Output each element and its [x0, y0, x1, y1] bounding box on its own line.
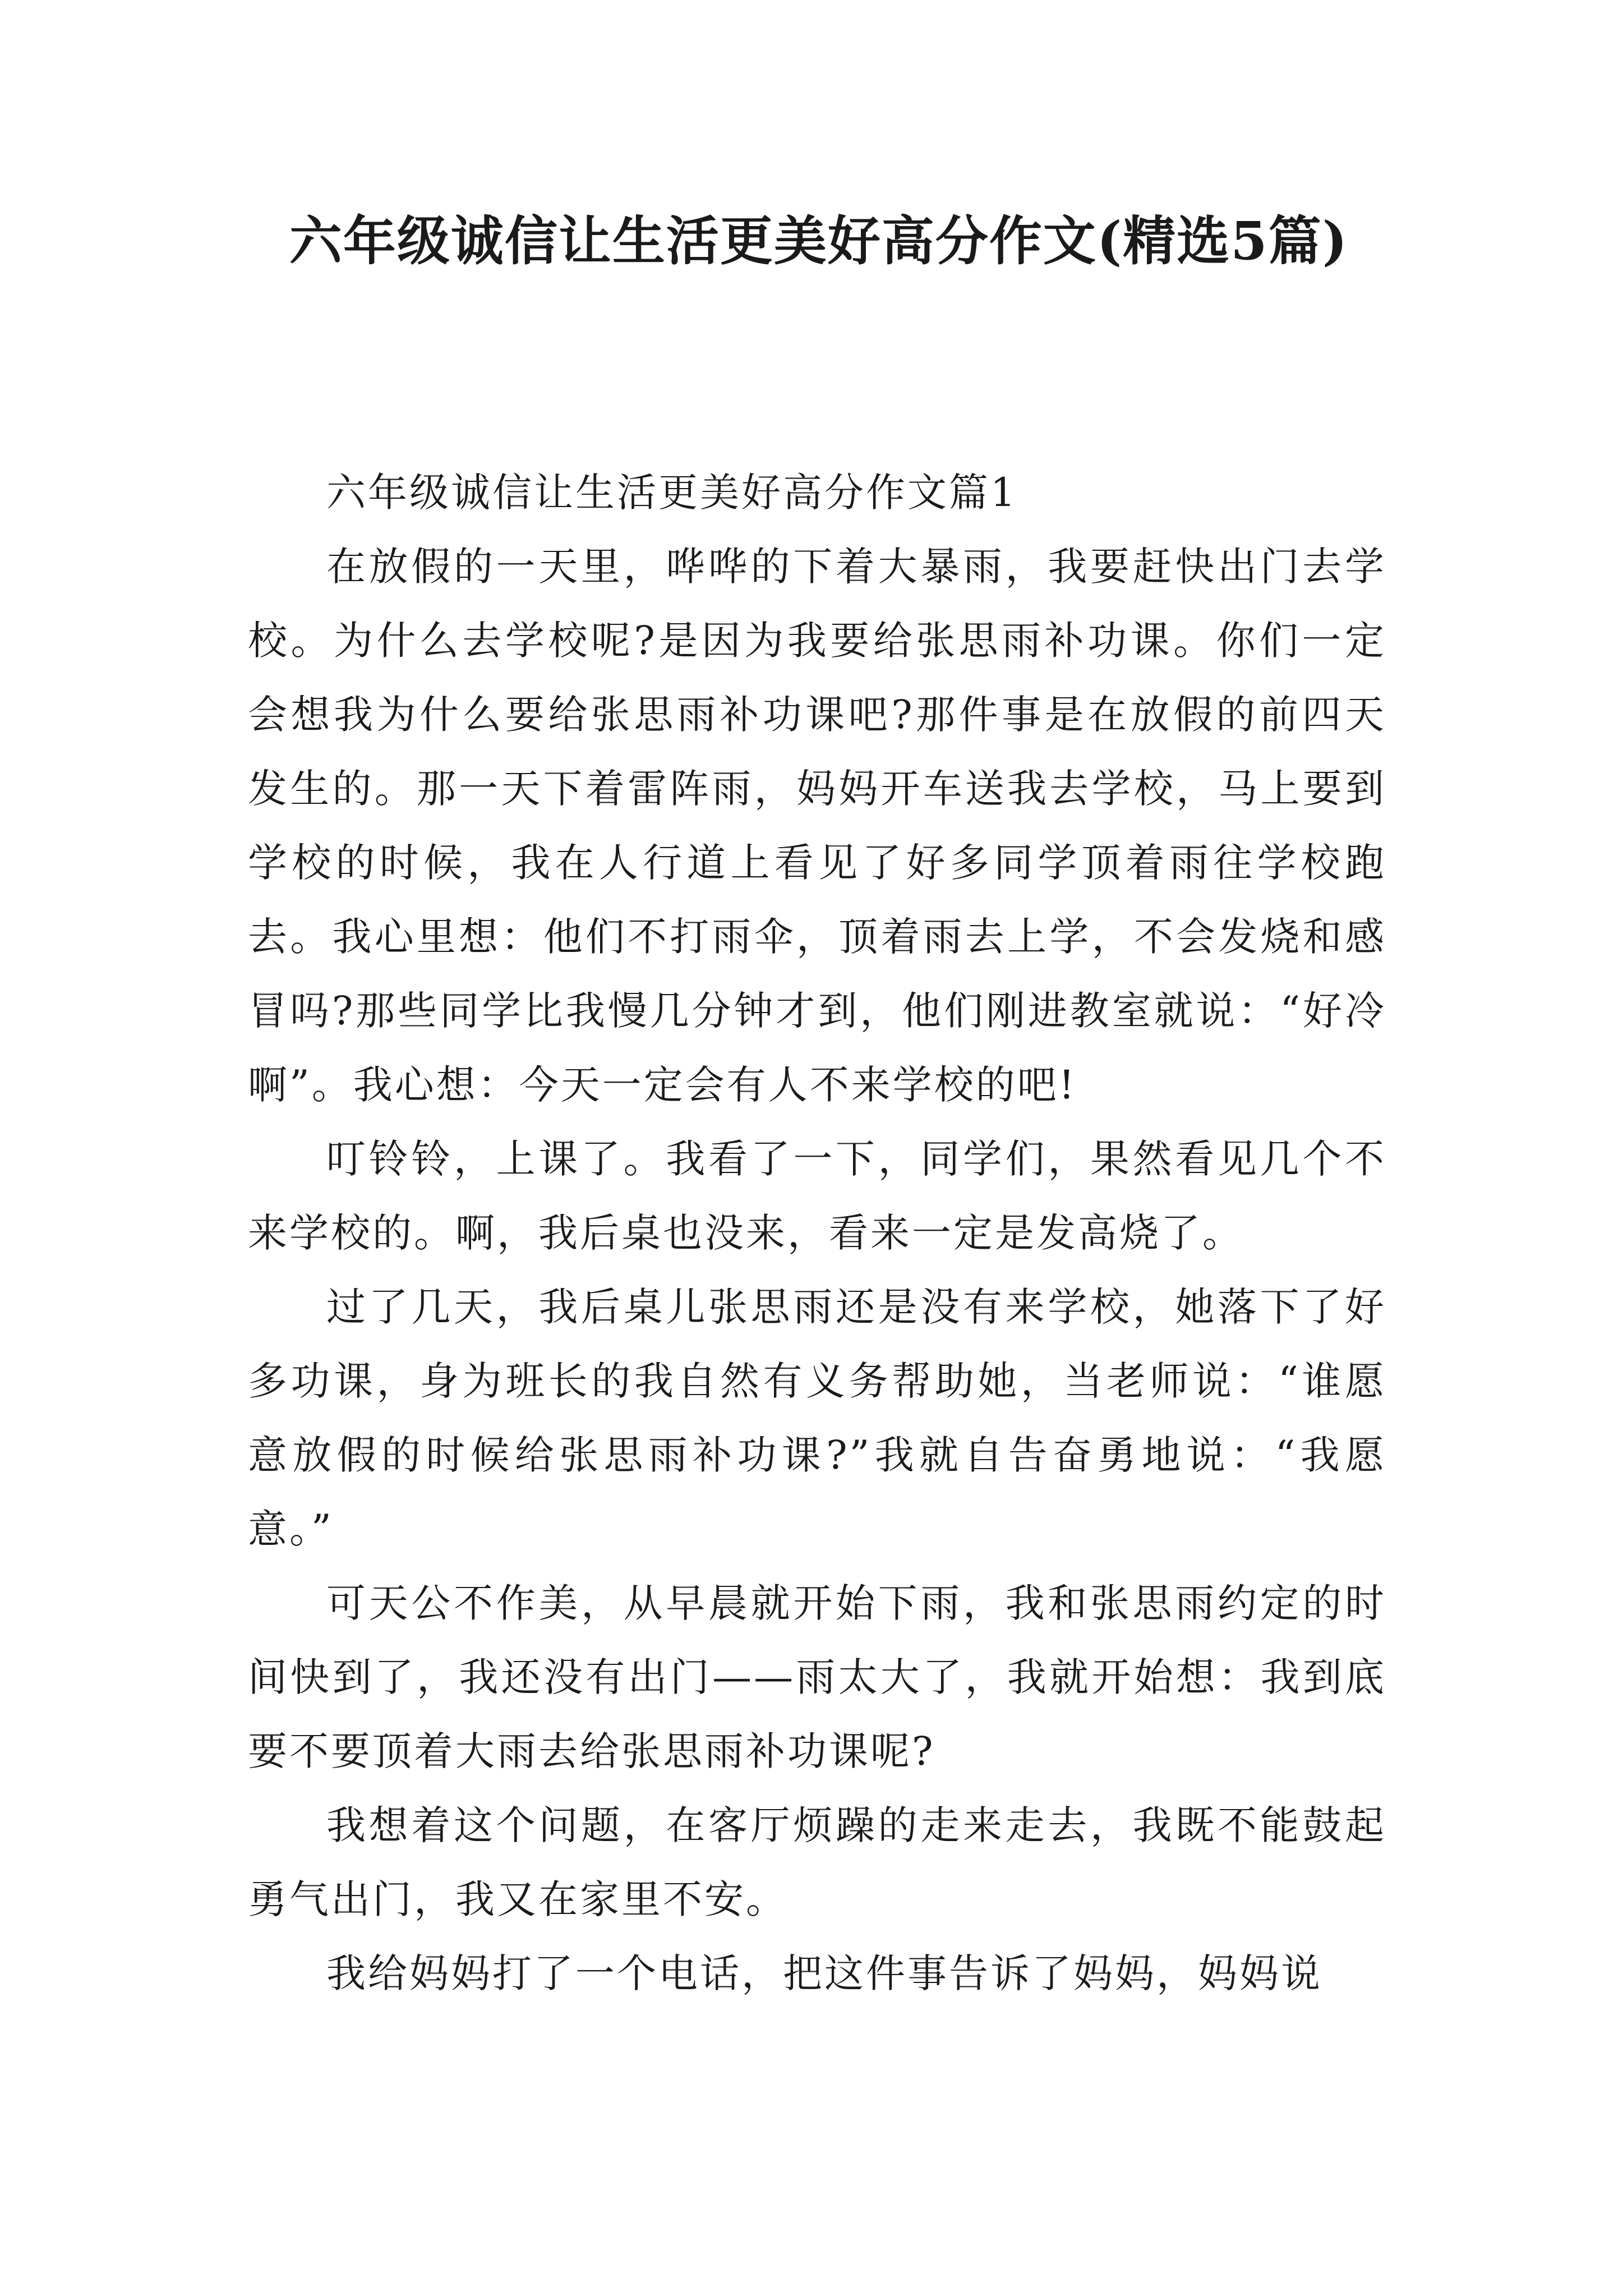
paragraph: 过了几天，我后桌儿张思雨还是没有来学校，她落下了好多功课，身为班长的我自然有义务帮助她，当老师说：“谁愿意放假的时候给张思雨补功课?”我就自告奋勇地说：“我愿意。”	[248, 1284, 1386, 1552]
paragraph: 可天公不作美，从早晨就开始下雨，我和张思雨约定的时间快到了，我还没有出门——雨太大了，我就开始想：我到底要不要顶着大雨去给张思雨补功课呢?	[248, 1580, 1386, 1774]
section-heading: 六年级诚信让生活更美好高分作文篇1	[326, 470, 1018, 516]
paragraph: 在放假的一天里，哗哗的下着大暴雨，我要赶快出门去学校。为什么去学校呢?是因为我要给张思雨补功课。你们一定会想我为什么要给张思雨补功课吧?那件事是在放假的前四天发生的。那一天下着雷阵雨，妈妈开车送我去学校，马上要到学校的时候，我在人行道上看见了好多同学顶着雨往学校跑去。我心里想：他们不打雨伞，顶着雨去上学，不会发烧和感冒吗?那些同学比我慢几分钟才到，他们刚进教室就说：“好冷啊”。我心想：今天一定会有人不来学校的吧!	[248, 544, 1386, 1108]
paragraph: 我想着这个问题，在客厅烦躁的走来走去，我既不能鼓起勇气出门，我又在家里不安。	[248, 1802, 1386, 1922]
paragraph: 我给妈妈打了一个电话，把这件事告诉了妈妈，妈妈说	[326, 1950, 1322, 1996]
paragraph: 叮铃铃，上课了。我看了一下，同学们，果然看见几个不来学校的。啊，我后桌也没来，看来一定是发高烧了。	[248, 1136, 1386, 1256]
document-body	[248, 455, 1386, 2010]
document-title: 六年级诚信让生活更美好高分作文(精选5篇)	[289, 210, 1349, 272]
